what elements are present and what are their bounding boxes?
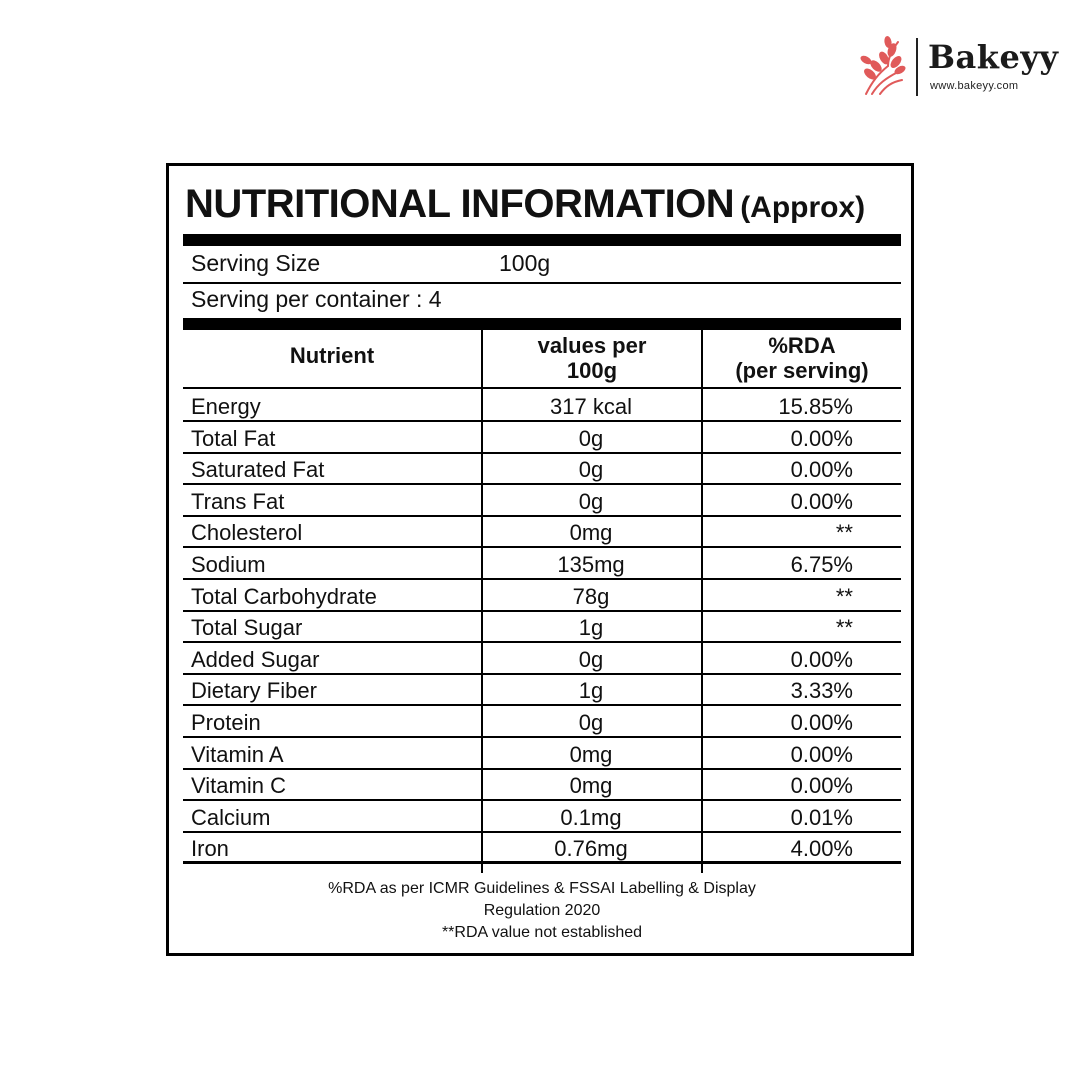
nutrient-value: 0g <box>578 457 604 483</box>
nutrient-rda: 0.00% <box>790 646 853 672</box>
table-row <box>183 423 901 454</box>
nutrient-name: Cholesterol <box>191 520 303 546</box>
nutrient-rda: ** <box>835 615 853 641</box>
nutrient-name: Sodium <box>191 552 266 577</box>
title-main: NUTRITIONAL INFORMATION <box>185 182 735 226</box>
header-nutrient: Nutrient <box>289 343 375 368</box>
nutrient-value: 135mg <box>557 552 625 577</box>
nutrient-rda: 0.00% <box>790 773 853 799</box>
table-row <box>183 612 901 643</box>
header-values-line1: values per <box>537 333 647 358</box>
header-rda-line2: (per serving) <box>735 358 869 383</box>
serving-divider <box>183 282 901 284</box>
nutrient-name: Vitamin C <box>191 773 286 799</box>
table-row <box>183 486 901 517</box>
nutrient-rda: 6.75% <box>790 552 853 577</box>
table-row <box>183 549 901 580</box>
table-row <box>183 391 901 422</box>
label-title <box>185 182 865 227</box>
nutrient-value: 1g <box>578 615 604 641</box>
nutrient-value: 0.1mg <box>560 804 622 830</box>
brand-name: Bakeyy <box>928 38 1059 76</box>
nutrient-name: Added Sugar <box>191 646 320 672</box>
nutrient-value: 0g <box>578 646 604 672</box>
table-top-rule <box>183 318 901 330</box>
nutrient-rda: 0.00% <box>790 488 853 514</box>
nutrient-name: Calcium <box>191 804 271 830</box>
nutrition-label <box>166 163 914 956</box>
table-row <box>183 833 901 864</box>
header-rda <box>703 333 901 383</box>
nutrient-value: 78g <box>572 583 610 609</box>
top-thick-rule <box>183 234 901 246</box>
nutrient-value: 0mg <box>569 520 613 546</box>
brand-divider <box>916 38 918 96</box>
nutrient-rda: 3.33% <box>790 678 853 704</box>
table-row <box>183 517 901 548</box>
nutrient-name: Trans Fat <box>191 488 285 514</box>
title-suffix: (Approx) <box>740 191 866 224</box>
table-row <box>183 675 901 706</box>
table-row <box>183 739 901 770</box>
header-divider <box>183 387 901 389</box>
nutrient-value: 0.76mg <box>554 836 628 862</box>
nutrient-rda: 15.85% <box>778 394 853 419</box>
nutrient-value: 0mg <box>569 741 613 767</box>
nutrient-rda: 0.00% <box>790 457 853 483</box>
nutrient-name: Total Carbohydrate <box>191 583 377 609</box>
nutrient-rda: 4.00% <box>790 836 853 862</box>
header-values <box>483 333 701 383</box>
header-values-line2: 100g <box>566 358 618 383</box>
footnote-line-3: **RDA value not established <box>441 924 643 941</box>
nutrient-value: 1g <box>578 678 604 704</box>
table-row <box>183 770 901 801</box>
nutrient-name: Vitamin A <box>191 741 284 767</box>
table-row <box>183 581 901 612</box>
nutrient-rda: 0.00% <box>790 710 853 735</box>
nutrient-value: 317 kcal <box>550 394 632 419</box>
nutrient-value: 0g <box>578 425 604 451</box>
serving-size-value: 100g <box>499 250 551 276</box>
nutrient-name: Total Sugar <box>191 615 303 641</box>
nutrient-rda: 0.01% <box>790 804 853 830</box>
table-row <box>183 707 901 738</box>
row-divider <box>183 861 901 864</box>
nutrient-name: Saturated Fat <box>191 457 325 483</box>
nutrient-name: Iron <box>191 836 229 862</box>
nutrient-value: 0g <box>578 710 604 735</box>
wheat-logo-icon <box>858 36 906 96</box>
nutrient-name: Total Fat <box>191 425 276 451</box>
nutrient-value: 0g <box>578 488 604 514</box>
table-row <box>183 644 901 675</box>
nutrient-value: 0mg <box>569 773 613 799</box>
nutrient-rda: 0.00% <box>790 425 853 451</box>
nutrient-rda: 0.00% <box>790 741 853 767</box>
table-row <box>183 454 901 485</box>
servings-per-container: Serving per container : 4 <box>191 286 442 312</box>
nutrient-name: Energy <box>191 394 261 419</box>
brand-header <box>858 36 1058 96</box>
nutrient-name: Dietary Fiber <box>191 678 317 704</box>
table-row <box>183 802 901 833</box>
serving-size-label: Serving Size <box>191 250 321 276</box>
nutrient-rda: ** <box>835 583 853 609</box>
nutrient-name: Protein <box>191 710 261 735</box>
nutrient-rda: ** <box>835 520 853 546</box>
brand-url: www.bakeyy.com <box>930 80 1019 92</box>
footnote-line-1: %RDA as per ICMR Guidelines & FSSAI Labelling & Display <box>328 880 756 897</box>
header-rda-line1: %RDA <box>768 333 836 358</box>
footnote-line-2: Regulation 2020 <box>483 902 601 919</box>
